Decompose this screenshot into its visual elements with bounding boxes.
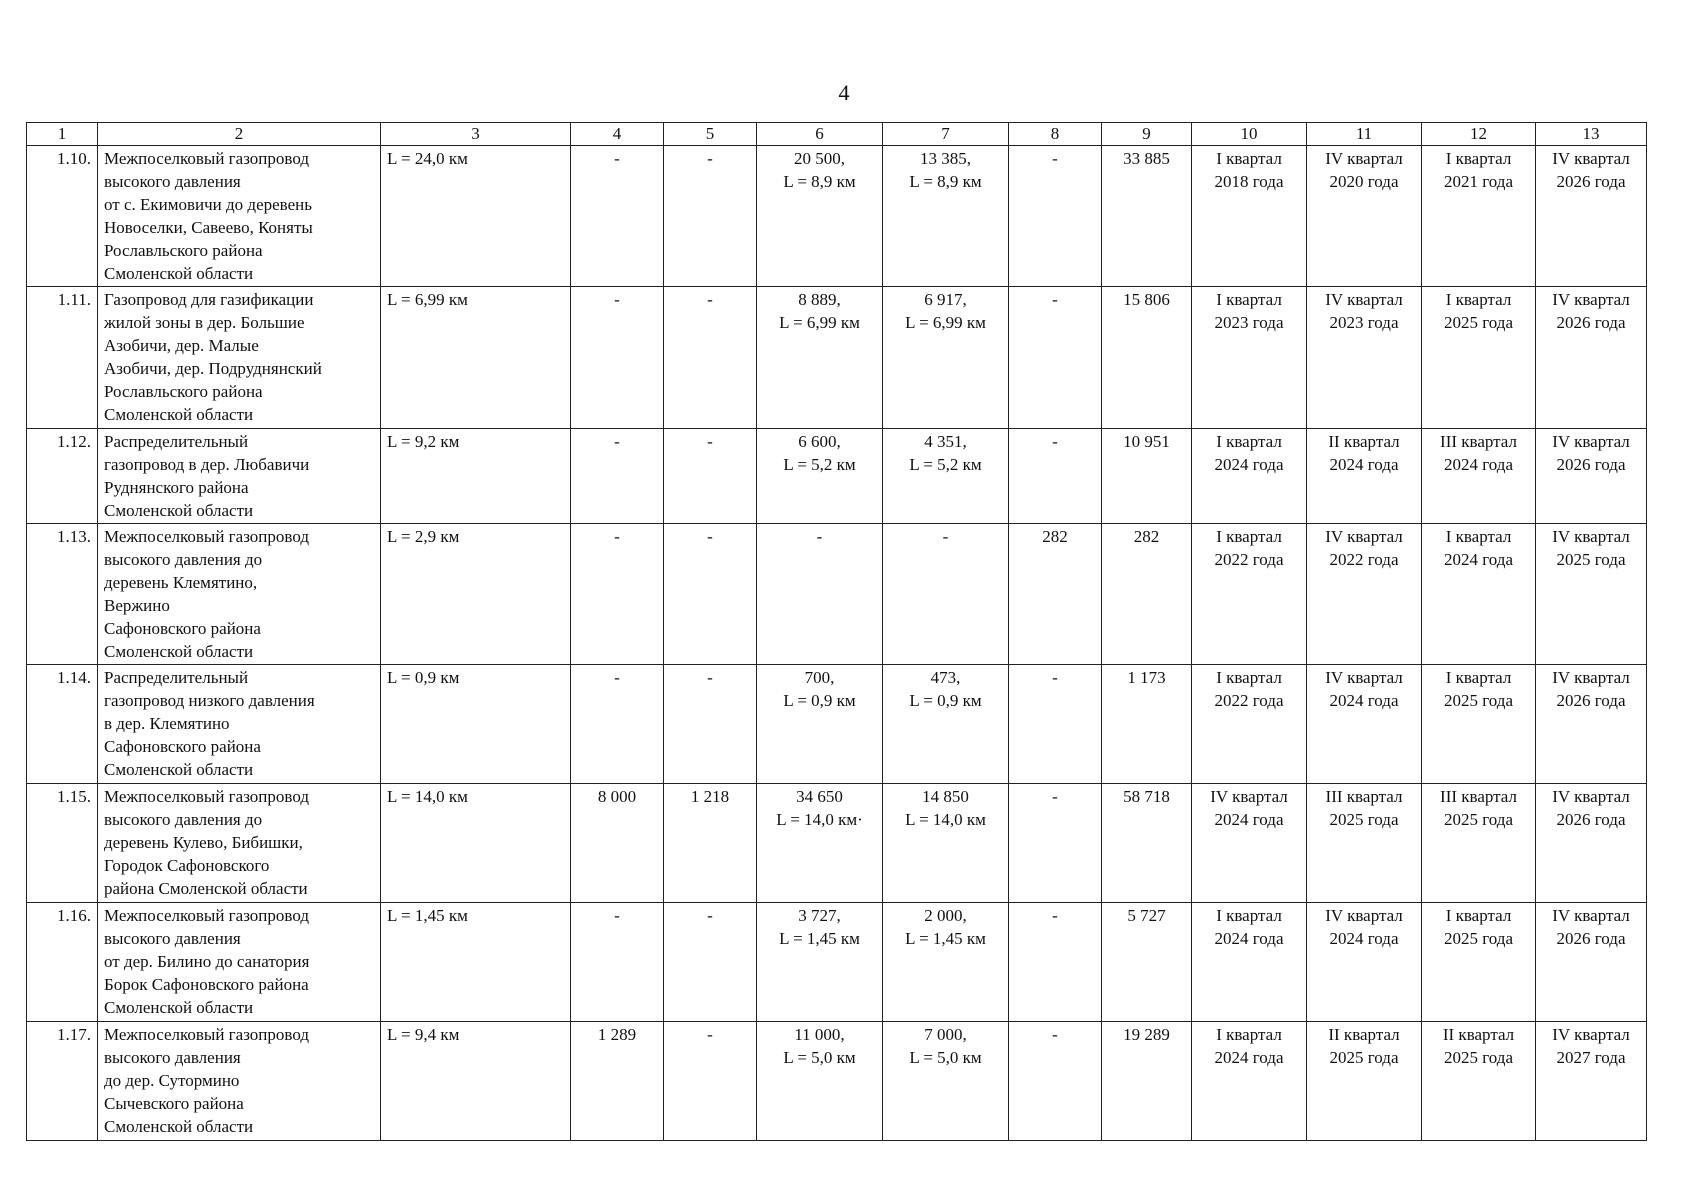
row-number-cell: 1.14. (27, 665, 98, 784)
col7-cell: 6 917, L = 6,99 км (883, 287, 1009, 429)
object-name-cell: Газопровод для газификации жилой зоны в дер. Большие Азобичи, дер. Малые Азобичи, дер. Подруднянский Рославльского района Смоленской области (98, 287, 381, 429)
end-build-cell: IV квартал 2025 года (1536, 524, 1647, 665)
end-design-cell: IV квартал 2024 года (1307, 665, 1422, 784)
end-build-cell: IV квартал 2026 года (1536, 903, 1647, 1022)
col4-cell: - (571, 903, 664, 1022)
length-cell: L = 24,0 км (381, 146, 571, 287)
col5-cell: 1 218 (664, 784, 757, 903)
row-number-cell: 1.10. (27, 146, 98, 287)
col4-cell: - (571, 665, 664, 784)
start-build-cell: I квартал 2021 года (1422, 146, 1536, 287)
end-design-cell: IV квартал 2023 года (1307, 287, 1422, 429)
length-cell: L = 0,9 км (381, 665, 571, 784)
start-design-cell: IV квартал 2024 года (1192, 784, 1307, 903)
object-name-cell: Межпоселковый газопровод высокого давления от дер. Билино до санатория Борок Сафоновского района Смоленской области (98, 903, 381, 1022)
row-number-cell: 1.13. (27, 524, 98, 665)
length-cell: L = 9,4 км (381, 1022, 571, 1141)
col4-cell: 8 000 (571, 784, 664, 903)
col6-cell: 34 650 L = 14,0 км· (757, 784, 883, 903)
end-design-cell: IV квартал 2022 года (1307, 524, 1422, 665)
column-header: 10 (1192, 123, 1307, 146)
column-header: 3 (381, 123, 571, 146)
col8-cell: - (1009, 287, 1102, 429)
col8-cell: - (1009, 784, 1102, 903)
start-design-cell: I квартал 2022 года (1192, 665, 1307, 784)
start-build-cell: I квартал 2024 года (1422, 524, 1536, 665)
start-build-cell: III квартал 2024 года (1422, 429, 1536, 524)
column-header: 6 (757, 123, 883, 146)
end-build-cell: IV квартал 2027 года (1536, 1022, 1647, 1141)
end-build-cell: IV квартал 2026 года (1536, 146, 1647, 287)
col5-cell: - (664, 665, 757, 784)
col5-cell: - (664, 524, 757, 665)
start-build-cell: I квартал 2025 года (1422, 287, 1536, 429)
object-name-cell: Распределительный газопровод в дер. Любавичи Руднянского района Смоленской области (98, 429, 381, 524)
col8-cell: - (1009, 146, 1102, 287)
end-design-cell: IV квартал 2020 года (1307, 146, 1422, 287)
start-build-cell: I квартал 2025 года (1422, 665, 1536, 784)
col5-cell: - (664, 1022, 757, 1141)
object-name-cell: Межпоселковый газопровод высокого давления до деревень Клемятино, Вержино Сафоновского района Смоленской области (98, 524, 381, 665)
column-header: 8 (1009, 123, 1102, 146)
col8-cell: 282 (1009, 524, 1102, 665)
col7-cell: 13 385, L = 8,9 км (883, 146, 1009, 287)
total-cell: 10 951 (1102, 429, 1192, 524)
table-row (27, 665, 1647, 784)
start-design-cell: I квартал 2024 года (1192, 1022, 1307, 1141)
table-row (27, 784, 1647, 903)
total-cell: 5 727 (1102, 903, 1192, 1022)
end-design-cell: II квартал 2024 года (1307, 429, 1422, 524)
column-header: 5 (664, 123, 757, 146)
object-name-cell: Распределительный газопровод низкого давления в дер. Клемятино Сафоновского района Смоленской области (98, 665, 381, 784)
col6-cell: 20 500, L = 8,9 км (757, 146, 883, 287)
length-cell: L = 1,45 км (381, 903, 571, 1022)
col7-cell: 473, L = 0,9 км (883, 665, 1009, 784)
col8-cell: - (1009, 429, 1102, 524)
column-header: 2 (98, 123, 381, 146)
column-header: 7 (883, 123, 1009, 146)
total-cell: 1 173 (1102, 665, 1192, 784)
column-header: 13 (1536, 123, 1647, 146)
column-header: 4 (571, 123, 664, 146)
start-build-cell: II квартал 2025 года (1422, 1022, 1536, 1141)
col4-cell: 1 289 (571, 1022, 664, 1141)
table-row (27, 429, 1647, 524)
end-design-cell: II квартал 2025 года (1307, 1022, 1422, 1141)
start-build-cell: I квартал 2025 года (1422, 903, 1536, 1022)
column-header: 12 (1422, 123, 1536, 146)
length-cell: L = 2,9 км (381, 524, 571, 665)
start-build-cell: III квартал 2025 года (1422, 784, 1536, 903)
total-cell: 15 806 (1102, 287, 1192, 429)
gas-pipeline-table (26, 122, 1647, 1141)
start-design-cell: I квартал 2024 года (1192, 429, 1307, 524)
object-name-cell: Межпоселковый газопровод высокого давления от с. Екимовичи до деревень Новоселки, Савеево, Коняты Рославльского района Смоленской области (98, 146, 381, 287)
col7-cell: 4 351, L = 5,2 км (883, 429, 1009, 524)
end-design-cell: III квартал 2025 года (1307, 784, 1422, 903)
col4-cell: - (571, 524, 664, 665)
total-cell: 282 (1102, 524, 1192, 665)
row-number-cell: 1.11. (27, 287, 98, 429)
col7-cell: 2 000, L = 1,45 км (883, 903, 1009, 1022)
col5-cell: - (664, 429, 757, 524)
col6-cell: 6 600, L = 5,2 км (757, 429, 883, 524)
column-header: 11 (1307, 123, 1422, 146)
end-build-cell: IV квартал 2026 года (1536, 784, 1647, 903)
length-cell: L = 6,99 км (381, 287, 571, 429)
column-header: 1 (27, 123, 98, 146)
column-header: 9 (1102, 123, 1192, 146)
end-build-cell: IV квартал 2026 года (1536, 287, 1647, 429)
total-cell: 19 289 (1102, 1022, 1192, 1141)
row-number-cell: 1.17. (27, 1022, 98, 1141)
start-design-cell: I квартал 2022 года (1192, 524, 1307, 665)
table-row (27, 1022, 1647, 1141)
row-number-cell: 1.15. (27, 784, 98, 903)
col7-cell: 7 000, L = 5,0 км (883, 1022, 1009, 1141)
col8-cell: - (1009, 1022, 1102, 1141)
start-design-cell: I квартал 2024 года (1192, 903, 1307, 1022)
col6-cell: 700, L = 0,9 км (757, 665, 883, 784)
start-design-cell: I квартал 2018 года (1192, 146, 1307, 287)
end-design-cell: IV квартал 2024 года (1307, 903, 1422, 1022)
col4-cell: - (571, 146, 664, 287)
row-number-cell: 1.12. (27, 429, 98, 524)
col7-cell: 14 850 L = 14,0 км (883, 784, 1009, 903)
col7-cell: - (883, 524, 1009, 665)
row-number-cell: 1.16. (27, 903, 98, 1022)
col5-cell: - (664, 903, 757, 1022)
table-row (27, 524, 1647, 665)
object-name-cell: Межпоселковый газопровод высокого давления до дер. Сутормино Сычевского района Смоленской области (98, 1022, 381, 1141)
col8-cell: - (1009, 903, 1102, 1022)
object-name-cell: Межпоселковый газопровод высокого давления до деревень Кулево, Бибишки, Городок Сафоновского района Смоленской области (98, 784, 381, 903)
start-design-cell: I квартал 2023 года (1192, 287, 1307, 429)
col5-cell: - (664, 287, 757, 429)
end-build-cell: IV квартал 2026 года (1536, 665, 1647, 784)
col6-cell: 11 000, L = 5,0 км (757, 1022, 883, 1141)
table-row (27, 903, 1647, 1022)
table-row (27, 287, 1647, 429)
length-cell: L = 9,2 км (381, 429, 571, 524)
col4-cell: - (571, 287, 664, 429)
table-row (27, 146, 1647, 287)
page-number: 4 (838, 80, 850, 105)
total-cell: 33 885 (1102, 146, 1192, 287)
col6-cell: 8 889, L = 6,99 км (757, 287, 883, 429)
col5-cell: - (664, 146, 757, 287)
end-build-cell: IV квартал 2026 года (1536, 429, 1647, 524)
col6-cell: 3 727, L = 1,45 км (757, 903, 883, 1022)
col8-cell: - (1009, 665, 1102, 784)
col6-cell: - (757, 524, 883, 665)
length-cell: L = 14,0 км (381, 784, 571, 903)
col4-cell: - (571, 429, 664, 524)
total-cell: 58 718 (1102, 784, 1192, 903)
column-number-row (27, 123, 1647, 146)
